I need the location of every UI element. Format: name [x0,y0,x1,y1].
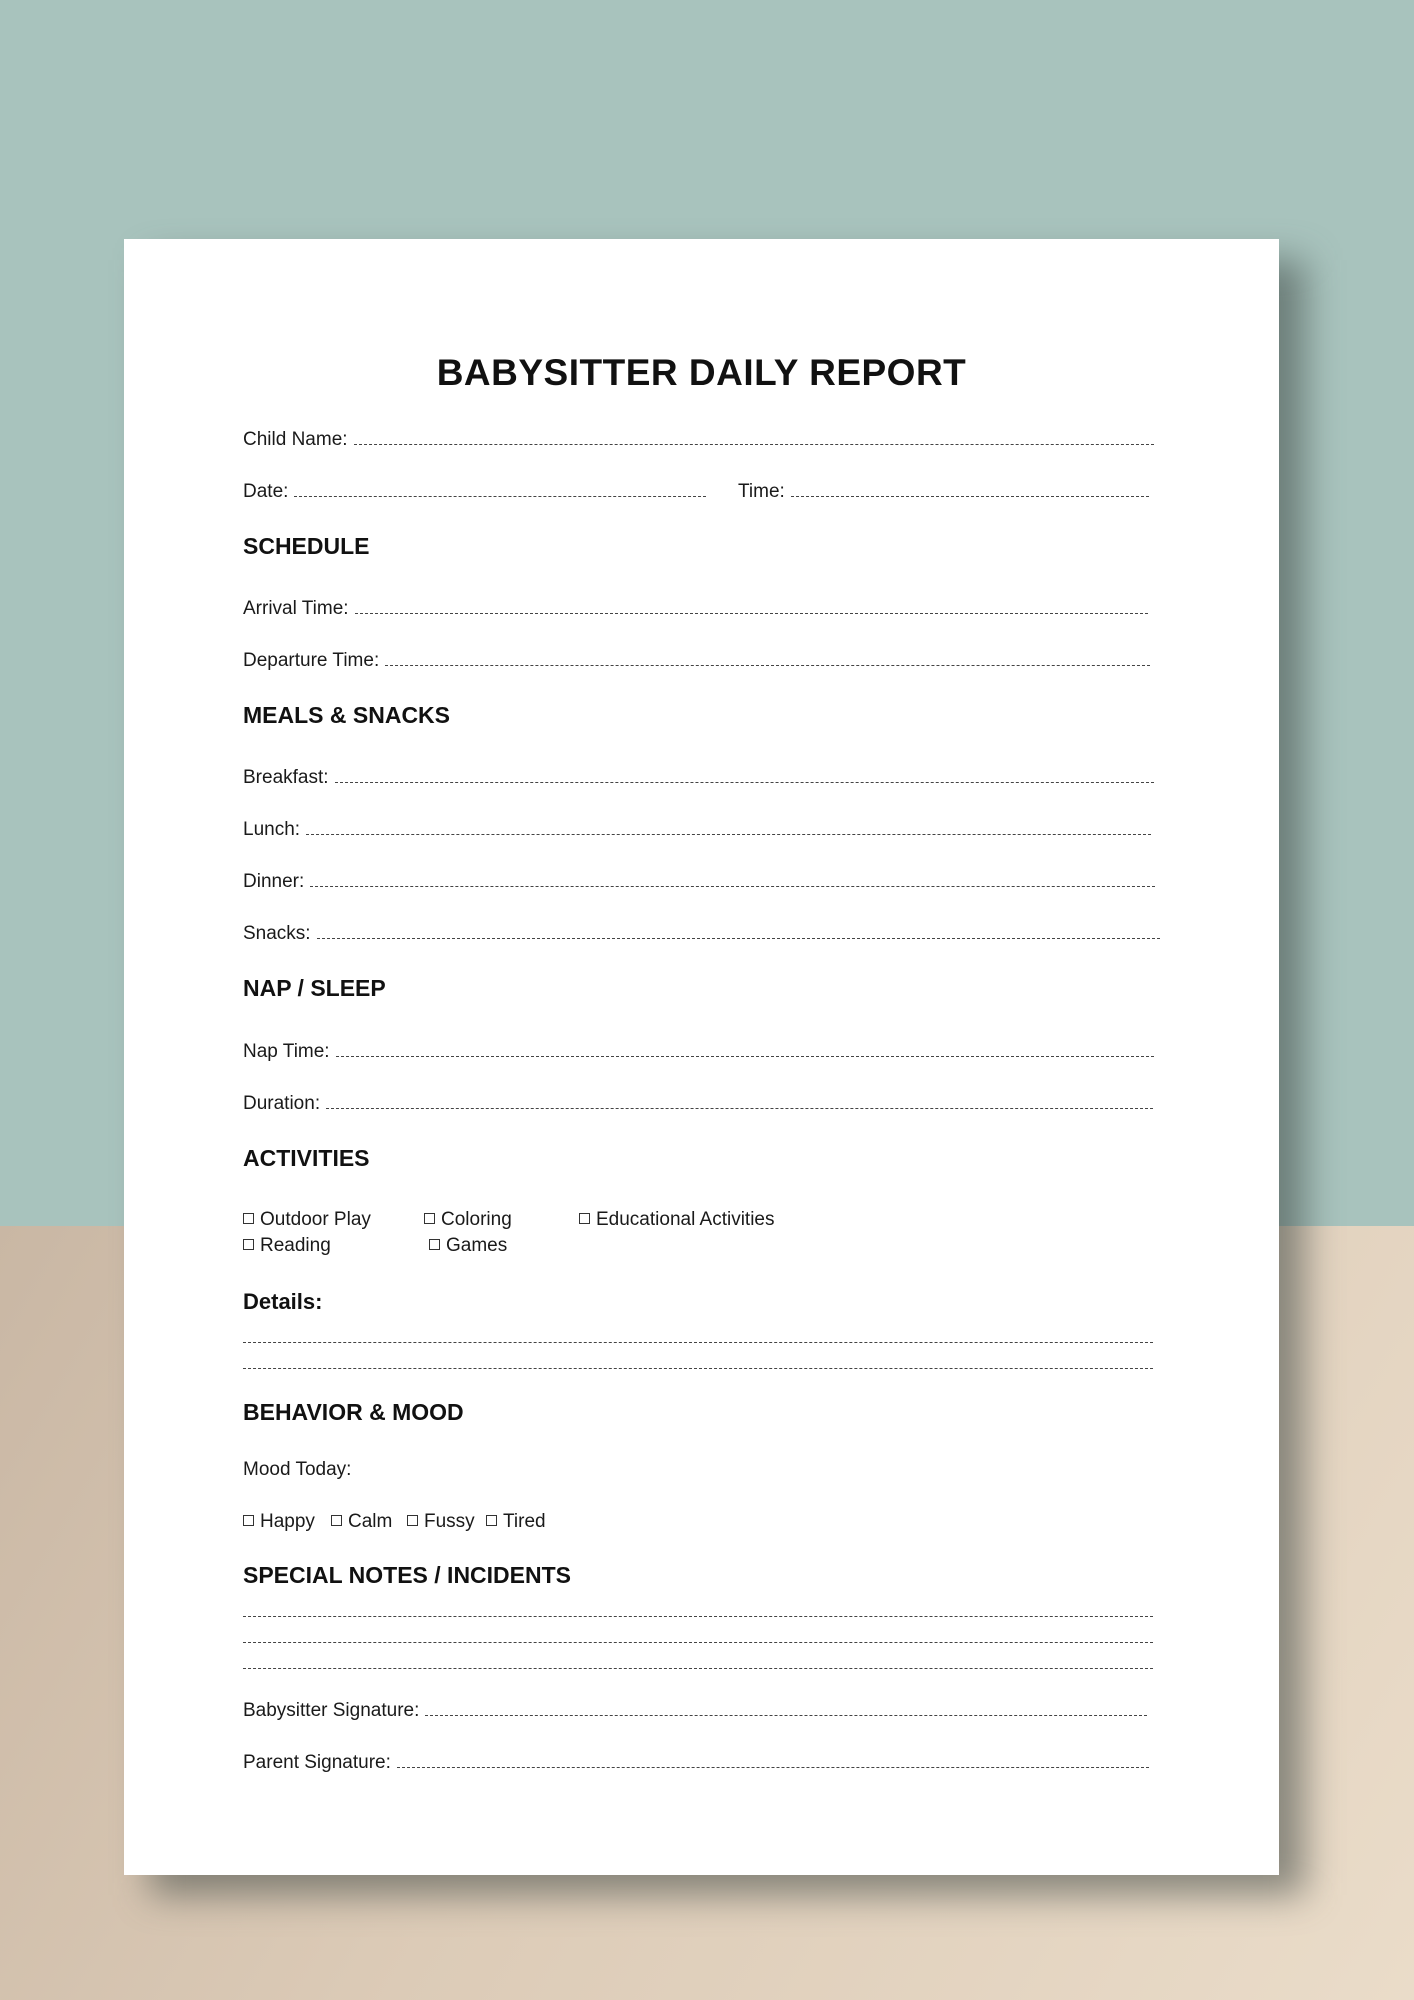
breakfast-field[interactable] [335,768,1154,783]
departure-label: Departure Time: [243,650,380,671]
notes-line-1[interactable] [243,1616,1153,1617]
snacks-label: Snacks: [243,923,311,944]
breakfast-row [243,767,1154,789]
breakfast-label: Breakfast: [243,767,329,788]
checkbox-reading[interactable]: Reading [243,1235,331,1257]
checkbox-outdoor-play[interactable]: Outdoor Play [243,1209,371,1231]
schedule-heading: SCHEDULE [243,533,370,559]
date-label: Date: [243,481,289,502]
date-field[interactable] [294,482,706,497]
details-line-1[interactable] [243,1342,1153,1343]
checkbox-icon [243,1239,254,1250]
notes-heading: SPECIAL NOTES / INCIDENTS [243,1562,572,1588]
checkbox-fussy[interactable]: Fussy [407,1511,475,1533]
mood-label: Mood Today: [243,1459,352,1480]
lunch-field[interactable] [306,820,1151,835]
babysitter-signature-field[interactable] [425,1701,1147,1716]
duration-label: Duration: [243,1093,321,1114]
nap-time-row [243,1041,1154,1063]
lunch-row [243,819,1151,841]
dinner-row [243,871,1155,893]
child-name-row [243,429,1154,451]
checkbox-icon [407,1515,418,1526]
babysitter-signature-row [243,1700,1147,1722]
child-name-field[interactable] [354,430,1154,445]
details-label: Details: [243,1289,323,1314]
parent-signature-field[interactable] [397,1753,1149,1768]
parent-signature-label: Parent Signature: [243,1752,391,1773]
time-row [738,481,1149,503]
snacks-row [243,923,1160,945]
arrival-label: Arrival Time: [243,598,349,619]
parent-signature-row [243,1752,1149,1774]
checkbox-coloring[interactable]: Coloring [424,1209,512,1231]
nap-time-field[interactable] [336,1042,1154,1057]
checkbox-calm[interactable]: Calm [331,1511,392,1533]
checkbox-icon [243,1213,254,1224]
arrival-field[interactable] [355,599,1148,614]
report-sheet [124,239,1279,1875]
babysitter-signature-label: Babysitter Signature: [243,1700,420,1721]
time-label: Time: [738,481,785,502]
notes-line-2[interactable] [243,1642,1153,1643]
lunch-label: Lunch: [243,819,301,840]
nap-heading: NAP / SLEEP [243,975,386,1001]
arrival-row [243,598,1148,620]
checkbox-icon [331,1515,342,1526]
meals-heading: MEALS & SNACKS [243,702,451,728]
checkbox-icon [486,1515,497,1526]
activities-heading: ACTIVITIES [243,1145,370,1171]
checkbox-icon [579,1213,590,1224]
page-title: BABYSITTER DAILY REPORT [436,352,967,393]
behavior-heading: BEHAVIOR & MOOD [243,1399,464,1425]
departure-row [243,650,1150,672]
time-field[interactable] [791,482,1149,497]
nap-time-label: Nap Time: [243,1041,330,1062]
checkbox-educational-activities[interactable]: Educational Activities [579,1209,775,1231]
checkbox-icon [243,1515,254,1526]
dinner-label: Dinner: [243,871,305,892]
checkbox-icon [424,1213,435,1224]
date-row [243,481,706,503]
checkbox-games[interactable]: Games [429,1235,507,1257]
checkbox-icon [429,1239,440,1250]
child-name-label: Child Name: [243,429,348,450]
duration-row [243,1093,1153,1115]
snacks-field[interactable] [317,924,1160,939]
checkbox-happy[interactable]: Happy [243,1511,315,1533]
duration-field[interactable] [326,1094,1153,1109]
checkbox-tired[interactable]: Tired [486,1511,546,1533]
departure-field[interactable] [385,651,1150,666]
details-line-2[interactable] [243,1368,1153,1369]
dinner-field[interactable] [310,872,1155,887]
notes-line-3[interactable] [243,1668,1153,1669]
